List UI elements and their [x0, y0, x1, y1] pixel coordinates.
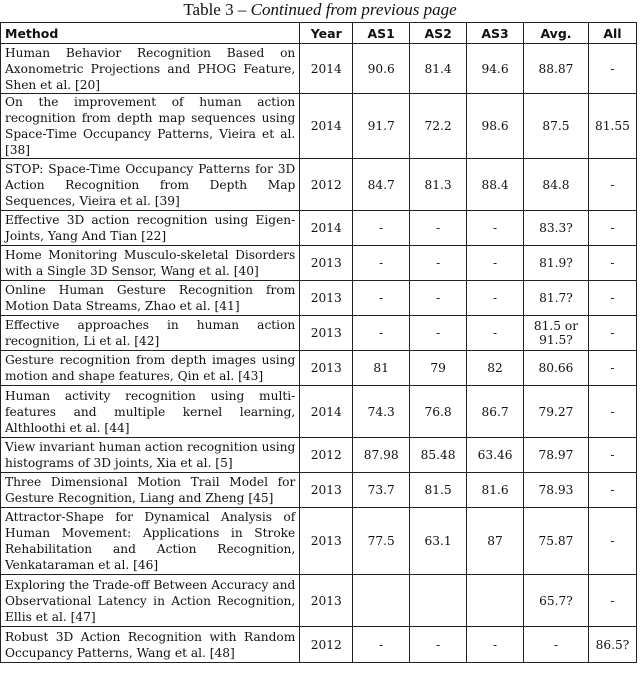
cell-method: Human Behavior Recognition Based on Axonometric Projections and PHOG Feature, Shen et al. [20]: [1, 44, 300, 94]
table-body: [1, 44, 637, 663]
cell-method: On the improvement of human action recognition from depth map sequences using Space-Time Occupancy Patterns, Vieira et al. [38]: [1, 94, 300, 159]
cell-all: -: [588, 386, 636, 438]
cell-year: 2012: [300, 159, 353, 211]
cell-method: STOP: Space-Time Occupancy Patterns for 3D Action Recognition from Depth Map Sequences, Vieira et al. [39]: [1, 159, 300, 211]
cell-year: 2014: [300, 386, 353, 438]
cell-as3: [467, 575, 524, 627]
cell-as2: 81.5: [410, 473, 467, 508]
cell-all: -: [588, 438, 636, 473]
cell-as1: -: [353, 316, 410, 351]
header-as1: AS1: [353, 23, 410, 44]
cell-avg: 79.27: [524, 386, 589, 438]
header-row: [1, 23, 637, 44]
cell-method: View invariant human action recognition using histograms of 3D joints, Xia et al. [5]: [1, 438, 300, 473]
cell-avg: 81.9?: [524, 246, 589, 281]
cell-year: 2012: [300, 438, 353, 473]
cell-year: 2014: [300, 211, 353, 246]
cell-all: -: [588, 316, 636, 351]
cell-as3: 87: [467, 508, 524, 575]
cell-all: -: [588, 473, 636, 508]
cell-avg: 84.8: [524, 159, 589, 211]
cell-as1: 73.7: [353, 473, 410, 508]
cell-method: Effective approaches in human action recognition, Li et al. [42]: [1, 316, 300, 351]
cell-year: 2013: [300, 575, 353, 627]
cell-as2: 85.48: [410, 438, 467, 473]
table-row: [1, 438, 637, 473]
cell-as2: 72.2: [410, 94, 467, 159]
caption-label: Table 3 –: [183, 0, 247, 19]
header-year: Year: [300, 23, 353, 44]
cell-method: Gesture recognition from depth images using motion and shape features, Qin et al. [43]: [1, 351, 300, 386]
cell-year: 2014: [300, 94, 353, 159]
cell-year: 2012: [300, 627, 353, 663]
cell-all: -: [588, 575, 636, 627]
cell-method: Exploring the Trade-off Between Accuracy and Observational Latency in Action Recognition, Ellis et al. [47]: [1, 575, 300, 627]
cell-all: -: [588, 44, 636, 94]
cell-as2: 76.8: [410, 386, 467, 438]
cell-year: 2013: [300, 246, 353, 281]
cell-year: 2013: [300, 351, 353, 386]
table-row: [1, 508, 637, 575]
cell-as3: -: [467, 211, 524, 246]
results-table: [0, 22, 637, 663]
cell-as2: [410, 575, 467, 627]
cell-as1: -: [353, 211, 410, 246]
table-row: [1, 281, 637, 316]
table-row: [1, 246, 637, 281]
cell-avg: -: [524, 627, 589, 663]
table-row: [1, 386, 637, 438]
cell-as3: 86.7: [467, 386, 524, 438]
header-avg: Avg.: [524, 23, 589, 44]
table-row: [1, 94, 637, 159]
table-row: [1, 44, 637, 94]
cell-avg: 81.7?: [524, 281, 589, 316]
cell-as3: 94.6: [467, 44, 524, 94]
cell-all: -: [588, 281, 636, 316]
cell-avg: 80.66: [524, 351, 589, 386]
cell-method: Home Monitoring Musculo-skeletal Disorders with a Single 3D Sensor, Wang et al. [40]: [1, 246, 300, 281]
cell-all: 81.55: [588, 94, 636, 159]
cell-method: Online Human Gesture Recognition from Motion Data Streams, Zhao et al. [41]: [1, 281, 300, 316]
header-method: Method: [1, 23, 300, 44]
cell-all: 86.5?: [588, 627, 636, 663]
cell-as2: -: [410, 627, 467, 663]
cell-avg: 81.5 or 91.5?: [524, 316, 589, 351]
header-as3: AS3: [467, 23, 524, 44]
cell-as2: 79: [410, 351, 467, 386]
cell-method: Attractor-Shape for Dynamical Analysis of Human Movement: Applications in Stroke Rehabilitation and Action Recognition, Venkataraman et al. [46]: [1, 508, 300, 575]
cell-avg: 88.87: [524, 44, 589, 94]
cell-method: Robust 3D Action Recognition with Random Occupancy Patterns, Wang et al. [48]: [1, 627, 300, 663]
table-row: [1, 159, 637, 211]
cell-avg: 65.7?: [524, 575, 589, 627]
cell-as1: 87.98: [353, 438, 410, 473]
cell-as3: 88.4: [467, 159, 524, 211]
header-as2: AS2: [410, 23, 467, 44]
table-row: [1, 473, 637, 508]
cell-all: -: [588, 351, 636, 386]
cell-avg: 78.97: [524, 438, 589, 473]
cell-as1: 77.5: [353, 508, 410, 575]
cell-as3: -: [467, 281, 524, 316]
cell-as3: 82: [467, 351, 524, 386]
cell-avg: 83.3?: [524, 211, 589, 246]
cell-avg: 87.5: [524, 94, 589, 159]
cell-method: Effective 3D action recognition using Eigen-Joints, Yang And Tian [22]: [1, 211, 300, 246]
cell-all: -: [588, 246, 636, 281]
cell-as1: 81: [353, 351, 410, 386]
cell-year: 2013: [300, 281, 353, 316]
cell-year: 2013: [300, 473, 353, 508]
cell-all: -: [588, 508, 636, 575]
cell-as3: -: [467, 316, 524, 351]
table-row: [1, 316, 637, 351]
cell-avg: 75.87: [524, 508, 589, 575]
header-all: All: [588, 23, 636, 44]
cell-method: Three Dimensional Motion Trail Model for Gesture Recognition, Liang and Zheng [45]: [1, 473, 300, 508]
cell-as2: 81.4: [410, 44, 467, 94]
cell-year: 2013: [300, 508, 353, 575]
cell-as1: [353, 575, 410, 627]
table-row: [1, 211, 637, 246]
cell-as1: 84.7: [353, 159, 410, 211]
cell-as3: 98.6: [467, 94, 524, 159]
table-caption: [0, 0, 640, 22]
cell-all: -: [588, 159, 636, 211]
cell-as2: 81.3: [410, 159, 467, 211]
cell-year: 2013: [300, 316, 353, 351]
cell-as1: 90.6: [353, 44, 410, 94]
cell-as2: 63.1: [410, 508, 467, 575]
cell-as1: -: [353, 281, 410, 316]
cell-as2: -: [410, 246, 467, 281]
cell-method: Human activity recognition using multi-features and multiple kernel learning, Althloothi et al. [44]: [1, 386, 300, 438]
cell-as2: -: [410, 316, 467, 351]
cell-all: -: [588, 211, 636, 246]
cell-year: 2014: [300, 44, 353, 94]
caption-continued: Continued from previous page: [250, 0, 457, 19]
cell-avg: 78.93: [524, 473, 589, 508]
cell-as3: 81.6: [467, 473, 524, 508]
cell-as1: -: [353, 627, 410, 663]
cell-as3: -: [467, 627, 524, 663]
cell-as1: 91.7: [353, 94, 410, 159]
cell-as1: -: [353, 246, 410, 281]
cell-as2: -: [410, 211, 467, 246]
cell-as1: 74.3: [353, 386, 410, 438]
table-row: [1, 575, 637, 627]
cell-as3: 63.46: [467, 438, 524, 473]
cell-as3: -: [467, 246, 524, 281]
table-row: [1, 351, 637, 386]
table-row: [1, 627, 637, 663]
cell-as2: -: [410, 281, 467, 316]
